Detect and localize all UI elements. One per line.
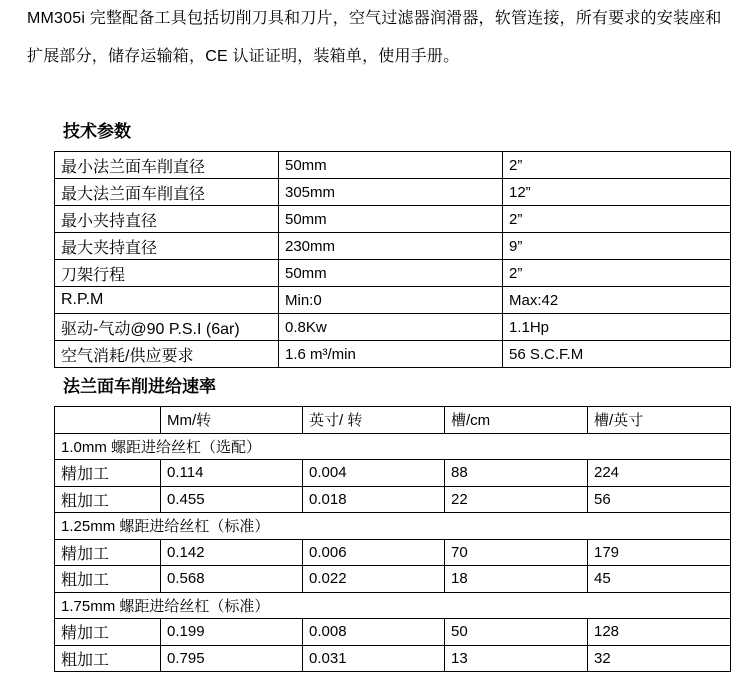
spec-metric: 230mm [279,233,503,260]
feed-cell: 45 [588,566,731,593]
spec-name: 驱动-气动@90 P.S.I (6ar) [55,314,279,341]
feed-group-row [55,513,731,540]
feed-row-label: 精加工 [55,619,161,646]
feed-row-label: 精加工 [55,539,161,566]
feed-cell: 50 [445,619,588,646]
spec-row [55,287,731,314]
spec-row [55,260,731,287]
feed-rate-heading: 法兰面车削进给速率 [63,377,216,396]
feed-cell: 224 [588,460,731,487]
feed-cell: 179 [588,539,731,566]
feed-cell: 0.199 [161,619,303,646]
feed-cell: 0.018 [303,486,445,513]
feed-cell: 0.008 [303,619,445,646]
feed-row [55,539,731,566]
feed-header-inch-per-rev: 英寸/ 转 [303,407,445,434]
spec-metric: 305mm [279,179,503,206]
specs-table-body [55,152,731,368]
spec-row [55,206,731,233]
feed-header-mm-per-rev: Mm/转 [161,407,303,434]
feed-header-blank [55,407,161,434]
feed-header-grooves-per-cm: 槽/cm [445,407,588,434]
spec-imperial: 56 S.C.F.M [503,341,731,368]
spec-name: 刀架行程 [55,260,279,287]
spec-name: 最小夹持直径 [55,206,279,233]
feed-cell: 0.031 [303,645,445,672]
feed-cell: 88 [445,460,588,487]
spec-row [55,341,731,368]
feed-cell: 0.022 [303,566,445,593]
feed-cell: 0.455 [161,486,303,513]
spec-row [55,233,731,260]
feed-cell: 0.568 [161,566,303,593]
feed-cell: 22 [445,486,588,513]
feed-cell: 0.006 [303,539,445,566]
feed-header-grooves-per-inch: 槽/英寸 [588,407,731,434]
spec-row [55,314,731,341]
specs-table [54,151,731,368]
spec-imperial: 2” [503,206,731,233]
feed-row-label: 粗加工 [55,645,161,672]
feed-cell: 0.114 [161,460,303,487]
spec-row [55,152,731,179]
spec-imperial: 9” [503,233,731,260]
feed-cell: 0.795 [161,645,303,672]
feed-group-label: 1.75mm 螺距进给丝杠（标准） [55,592,731,619]
feed-cell: 32 [588,645,731,672]
spec-metric: 0.8Kw [279,314,503,341]
feed-cell: 0.142 [161,539,303,566]
spec-name: R.P.M [55,287,279,314]
feed-row [55,566,731,593]
spec-metric: 50mm [279,260,503,287]
spec-name: 空气消耗/供应要求 [55,341,279,368]
feed-row [55,486,731,513]
feed-rate-table [54,406,731,672]
spec-metric: Min:0 [279,287,503,314]
feed-group-row [55,592,731,619]
feed-row [55,619,731,646]
spec-imperial: Max:42 [503,287,731,314]
spec-imperial: 12” [503,179,731,206]
feed-group-label: 1.0mm 螺距进给丝杠（选配） [55,433,731,460]
spec-name: 最小法兰面车削直径 [55,152,279,179]
feed-group-label: 1.25mm 螺距进给丝杠（标准） [55,513,731,540]
feed-cell: 128 [588,619,731,646]
feed-row-label: 粗加工 [55,566,161,593]
spec-row [55,179,731,206]
feed-group-row [55,433,731,460]
feed-row [55,645,731,672]
feed-row-label: 精加工 [55,460,161,487]
spec-metric: 50mm [279,206,503,233]
feed-row-label: 粗加工 [55,486,161,513]
spec-metric: 50mm [279,152,503,179]
feed-cell: 0.004 [303,460,445,487]
feed-header-row [55,407,731,434]
feed-cell: 18 [445,566,588,593]
feed-cell: 13 [445,645,588,672]
spec-metric: 1.6 m³/min [279,341,503,368]
spec-name: 最大法兰面车削直径 [55,179,279,206]
spec-imperial: 1.1Hp [503,314,731,341]
spec-imperial: 2” [503,260,731,287]
specs-heading: 技术参数 [63,122,131,141]
feed-cell: 56 [588,486,731,513]
spec-imperial: 2” [503,152,731,179]
feed-cell: 70 [445,539,588,566]
intro-paragraph: MM305i 完整配备工具包括切削刀具和刀片，空气过滤器润滑器，软管连接，所有要求的安装座和扩展部分，储存运输箱，CE 认证证明，装箱单，使用手册。 [27,10,722,65]
feed-row [55,460,731,487]
spec-name: 最大夹持直径 [55,233,279,260]
